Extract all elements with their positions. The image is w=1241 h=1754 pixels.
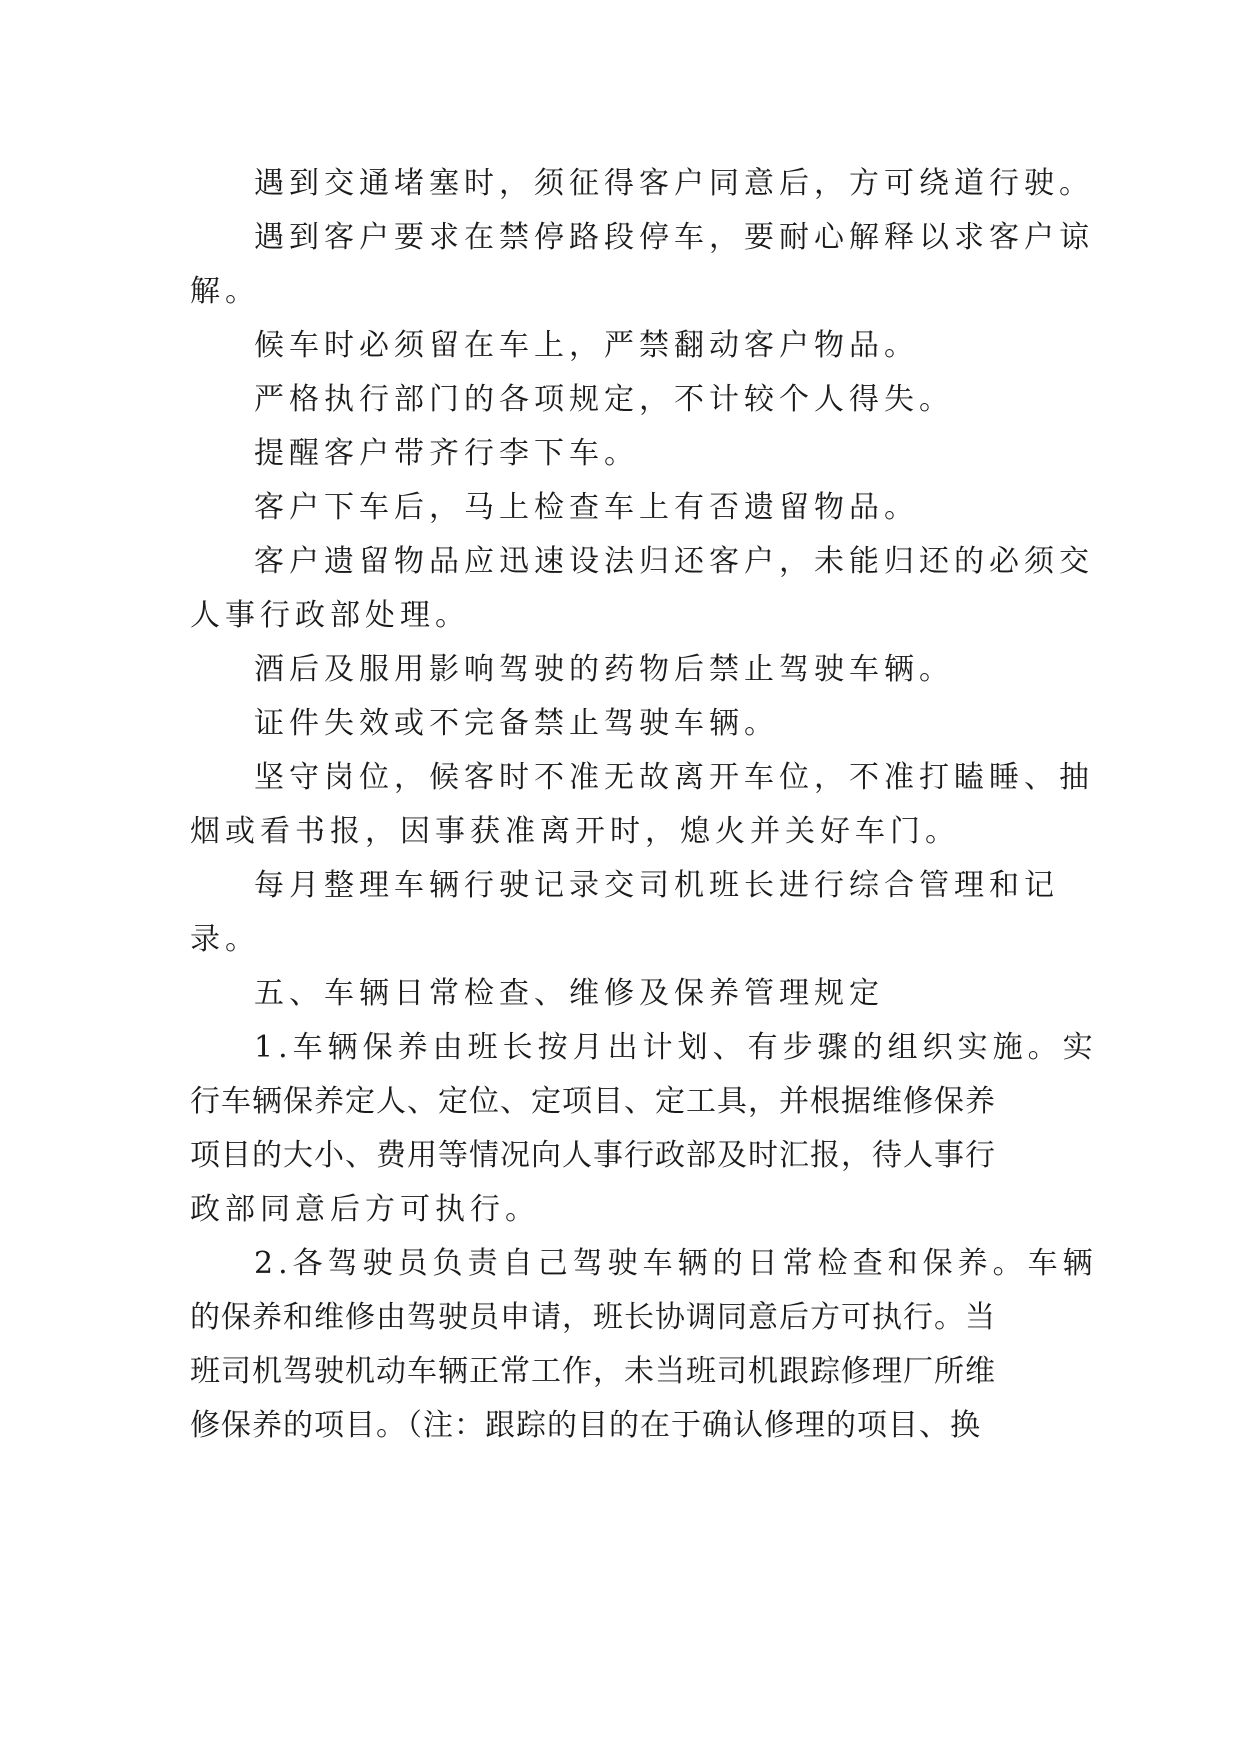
text-line: 严格执行部门的各项规定，不计较个人得失。: [254, 382, 954, 417]
text-line: 提醒客户带齐行李下车。: [254, 436, 639, 471]
text-line: 政部同意后方可执行。: [190, 1192, 540, 1227]
text-line: 证件失效或不完备禁止驾驶车辆。: [254, 706, 779, 741]
text-line: 行车辆保养定人、定位、定项目、定工具，并根据维修保养: [190, 1084, 996, 1119]
text-line: 人事行政部处理。: [190, 598, 470, 633]
text-line: 遇到客户要求在禁停路段停车，要耐心解释以求客户谅: [254, 220, 1094, 255]
text-line: 修保养的项目。（注：跟踪的目的在于确认修理的项目、换: [190, 1408, 981, 1443]
text-line: 候车时必须留在车上，严禁翻动客户物品。: [254, 328, 919, 363]
section-heading: 五、车辆日常检查、维修及保养管理规定: [254, 976, 884, 1011]
text-line: 班司机驾驶机动车辆正常工作，未当班司机跟踪修理厂所维: [190, 1354, 996, 1389]
text-line: 坚守岗位，候客时不准无故离开车位，不准打瞌睡、抽: [254, 760, 1094, 795]
text-line: 每月整理车辆行驶记录交司机班长进行综合管理和记: [254, 868, 1059, 903]
text-line: 的保养和维修由驾驶员申请，班长协调同意后方可执行。当: [190, 1300, 996, 1335]
text-line: 客户遗留物品应迅速设法归还客户，未能归还的必须交: [254, 544, 1094, 579]
text-line: 1.车辆保养由班长按月出计划、有步骤的组织实施。实: [254, 1030, 1098, 1065]
text-line: 遇到交通堵塞时，须征得客户同意后，方可绕道行驶。: [254, 166, 1094, 201]
text-line: 酒后及服用影响驾驶的药物后禁止驾驶车辆。: [254, 652, 954, 687]
text-line: 项目的大小、费用等情况向人事行政部及时汇报，待人事行: [190, 1138, 996, 1173]
text-line: 客户下车后，马上检查车上有否遗留物品。: [254, 490, 919, 525]
text-line: 解。: [190, 274, 260, 309]
text-line: 烟或看书报，因事获准离开时，熄火并关好车门。: [190, 814, 960, 849]
text-line: 录。: [190, 922, 260, 957]
text-line: 2.各驾驶员负责自己驾驶车辆的日常检查和保养。车辆: [254, 1246, 1098, 1281]
